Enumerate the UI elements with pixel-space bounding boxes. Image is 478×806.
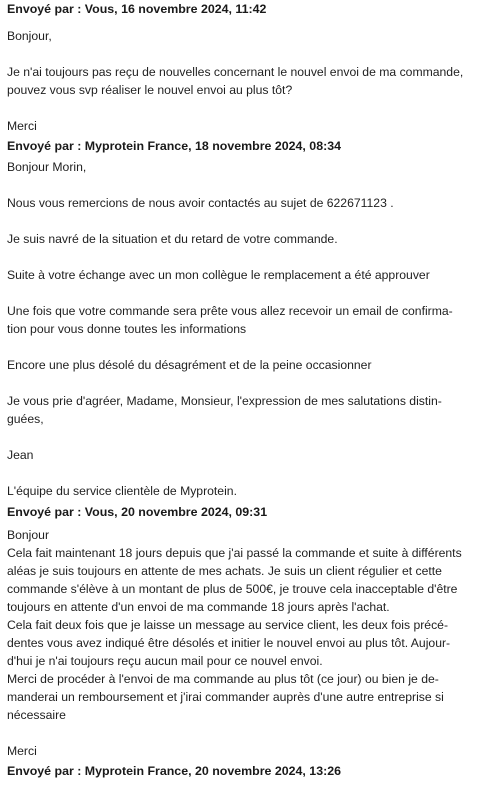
message-header: Envoyé par : Vous, 20 novembre 2024, 09:31 [7,505,268,519]
message-paragraph: Merci [7,744,37,758]
message-body [7,19,472,135]
message [7,760,472,781]
message-paragraph: Nous vous remercions de nous avoir contactés au sujet de 622671123 . [7,196,394,210]
message-body [7,522,472,760]
message [7,135,472,500]
message-header: Envoyé par : Myprotein France, 20 novembre 2024, 13:26 [7,764,341,778]
message-paragraph: Une fois que votre commande sera prête vous allez recevoir un email de confirma- tion pour vous donne toutes les informations [7,304,453,336]
message [7,500,472,760]
message-paragraph: Bonjour Morin, [7,160,87,174]
message-paragraph: Je n'ai toujours pas reçu de nouvelles concernant le nouvel envoi de ma commande, pouvez vous svp réaliser le nouvel envoi au plus tôt? [7,65,464,97]
message-body [7,156,472,500]
message-paragraph: Je suis navré de la situation et du retard de votre commande. [7,232,338,246]
message-paragraph: Bonjour Cela fait maintenant 18 jours depuis que j'ai passé la commande et suite à différents aléas je suis toujours en attente de mes achats. Je suis un client régulier et cette commande s'élève à un montant de plus de 500€, je trouve cela inacceptable d'être toujours en attente d'un envoi de ma commande 18 jours après l'achat. Cela fait deux fois que je laisse un message au service client, les deux fois précé- dentes vous avez indiqué être désolés et initier le nouvel envoi au plus tôt. Aujour- d'hui je n'ai toujours reçu aucun mail pour ce nouvel envoi. Merci de procéder à l'envoi de ma commande au plus tôt (ce jour) ou bien je de- manderai un remboursement et j'irai commander auprès d'une autre entreprise si nécessaire [7,528,462,722]
message-header: Envoyé par : Vous, 16 novembre 2024, 11:42 [7,2,267,16]
message-paragraph: Je vous prie d'agréer, Madame, Monsieur, l'expression de mes salutations distin- guées, [7,394,442,426]
message-paragraph: Encore une plus désolé du désagrément et de la peine occasionner [7,358,372,372]
message-paragraph: Suite à votre échange avec un mon collègue le remplacement a été approuver [7,268,430,282]
message-paragraph: Jean [7,448,34,462]
message-paragraph: Bonjour, [7,29,52,43]
message [7,0,472,135]
message-paragraph: Merci [7,119,37,133]
message-header: Envoyé par : Myprotein France, 18 novembre 2024, 08:34 [7,139,341,153]
message-paragraph: L'équipe du service clientèle de Myprotein. [7,484,237,498]
